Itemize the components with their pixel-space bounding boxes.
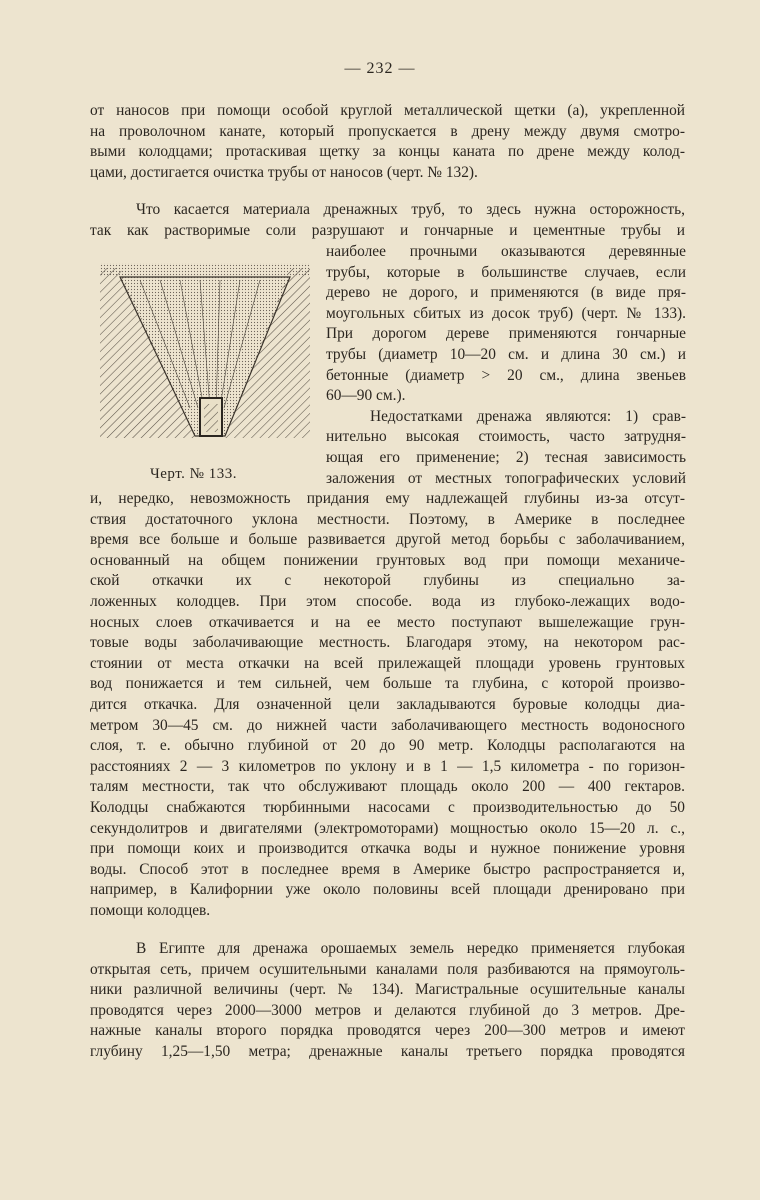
text-line: метром 30—45 см. до нижней части заболачивающего местность водоносного	[90, 716, 685, 734]
text-line: 60—90 см.).	[326, 387, 406, 405]
text-line: вод понижается и тем сильней, чем больше та глубина, с которой произво-	[90, 675, 685, 693]
text-line: открытая сеть, причем осушительными каналами поля разбиваются на прямоуголь-	[90, 960, 685, 978]
page-number: — 232 —	[344, 60, 416, 77]
text-line: Недостатками дренажа являются: 1) срав-	[370, 407, 686, 425]
figure-caption: Черт. № 133.	[150, 466, 237, 482]
text-line: наиболее прочными оказываются деревянные	[326, 243, 686, 260]
text-line: проводятся через 2000—3000 метров и делаются глубиной до 3 метров. Дре-	[90, 1001, 685, 1019]
text-line: слоя, т. е. обычно глубиной от 20 до 90 метр. Колодцы располагаются на	[90, 737, 685, 755]
text-line: секундолитров и двигателями (электромоторами) мощностью около 15—20 л. с.,	[90, 819, 685, 837]
paragraph-4	[90, 939, 685, 1063]
text-line: При дорогом дереве применяются гончарные	[326, 325, 686, 343]
text-line: носных слоев откачивается и на ее место поступают вышележащие грун-	[90, 613, 685, 631]
text-line: ложенных колодцев. При этом способе. вода из глубоко-лежащих водо-	[90, 592, 685, 610]
text-line: ской откачки их с некоторой глубины из специально за-	[90, 572, 685, 590]
text-line: бетонные (диаметр > 20 см., длина звеньев	[326, 366, 686, 384]
text-line: так как растворимые соли разрушают и гончарные и цементные трубы и	[90, 221, 685, 239]
pipe-gravel	[204, 404, 218, 432]
text-line: трубы (диаметр 10—20 см. и длина 30 см.) и	[326, 345, 686, 363]
trench-drain-figure	[100, 258, 310, 448]
text-line: на проволочном канате, который пропускается в дрену между двумя смотро-	[90, 122, 685, 140]
text-line: глубину 1,25—1,50 метра; дренажные каналы третьего порядка проводятся	[90, 1042, 685, 1060]
text-line: например, в Калифорнии уже около половины всей площади дренировано при	[90, 881, 685, 899]
text-line: помощи колодцев.	[90, 901, 211, 919]
text-line: нительно высокая стоимость, часто затрудня-	[326, 428, 686, 446]
text-line: ники различной величины (черт. № 134). Магистральные осушительные каналы	[90, 981, 685, 999]
text-line: товые воды заболачивающие местность. Благодаря этому, на некотором рас-	[90, 634, 685, 652]
text-line: нажные каналы второго порядка проводятся через 200—300 метров и имеют	[90, 1022, 685, 1040]
text-line: Колодцы снабжаются тюрбинными насосами с производительностью до 50	[90, 798, 685, 816]
text-line: при помощи коих и производится откачка воды и нужное понижение уровня	[90, 840, 685, 858]
text-line: выми колодцами; протаскивая щетку за концы каната по дрене между колод-	[90, 143, 685, 161]
text-line: дерево не дорого, и применяются (в виде пря-	[326, 284, 686, 302]
paragraph-3	[90, 489, 685, 921]
text-line: трубы, которые в большинстве случаев, если	[326, 263, 686, 281]
text-line: заложения от местных топографических условий	[326, 469, 686, 487]
text-line: талям местности, так что обслуживают площадь около 200 — 400 гектаров.	[90, 778, 685, 796]
text-line: стоянии от места откачки на всей прилежащей площади уровень грунтовых	[90, 654, 685, 672]
text-line: и, нередко, невозможность придания ему надлежащей глубины из-за отсут-	[90, 490, 685, 507]
text-line: воды. Способ этот в последнее время в Америке быстро распространяется и,	[90, 860, 685, 878]
text-line: дится откачка. Для означенной цели закладываются буровые колодцы диа-	[90, 695, 685, 713]
text-line: основанный на общем понижении грунтовых вод при помощи механиче-	[90, 551, 685, 569]
paragraph-1	[90, 101, 685, 183]
text-line: Что касается материала дренажных труб, то здесь нужна осторожность,	[136, 201, 685, 218]
text-line: В Египте для дренажа орошаемых земель нередко применяется глубокая	[136, 940, 685, 957]
text-line: расстояниях 2 — 3 километров по уклону и в 1 — 1,5 километра - по горизон-	[90, 757, 685, 775]
text-line: время все больше и больше развивается другой метод борьбы с заболачиванием,	[90, 531, 685, 549]
text-line: от наносов при помощи особой круглой металлической щетки (а), укрепленной	[90, 102, 685, 119]
text-line: цами, достигается очистка трубы от наносов (черт. № 132).	[90, 163, 478, 181]
paragraph-2	[90, 200, 685, 241]
paragraph-2-wrapped	[326, 242, 686, 489]
text-line: моугольных сбитых из досок труб) (черт. № 133).	[326, 304, 686, 322]
text-line: ющая его применение; 2) тесная зависимость	[326, 448, 686, 466]
surface-layer	[100, 263, 310, 277]
text-line: ствия достаточного уклона местности. Поэтому, в Америке в последнее	[90, 510, 685, 528]
